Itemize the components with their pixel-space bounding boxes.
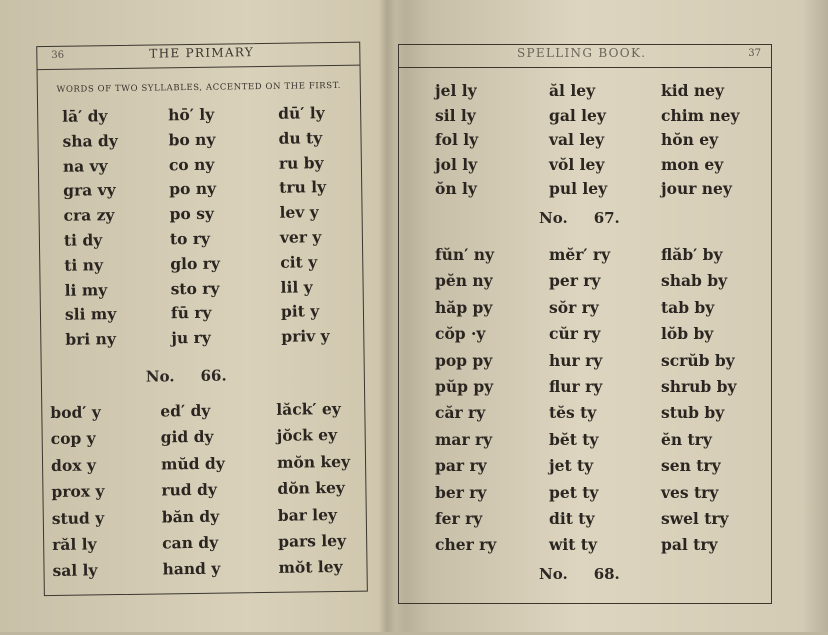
word-cell: ĕn try <box>661 429 712 449</box>
word-cell: kid ney <box>661 81 724 100</box>
word-cell: sha dy <box>62 130 118 151</box>
word-row <box>44 557 366 585</box>
word-row <box>42 399 364 427</box>
section-label: No. <box>145 367 175 386</box>
word-cell: po ny <box>169 179 217 199</box>
page-edge-shadow <box>802 0 828 632</box>
word-row <box>399 483 771 507</box>
word-row <box>40 276 362 304</box>
word-cell: po sy <box>169 203 215 224</box>
word-row <box>41 301 363 329</box>
word-row <box>399 271 771 295</box>
word-cell: bri ny <box>65 329 117 349</box>
word-cell: cher ry <box>435 535 497 555</box>
word-cell: dit ty <box>549 509 595 528</box>
word-row <box>39 177 361 205</box>
right-page-frame <box>398 44 772 604</box>
word-row <box>399 106 771 130</box>
word-cell: hand y <box>162 559 221 579</box>
word-cell: li my <box>64 279 108 300</box>
word-cell: wit ty <box>549 535 597 555</box>
word-cell: dŏn key <box>277 478 345 499</box>
word-cell: sŏr ry <box>549 297 599 317</box>
word-cell: lil y <box>280 276 313 297</box>
word-cell: mon ey <box>661 154 724 174</box>
right-section-heading-67 <box>539 209 620 227</box>
word-cell: cŭr ry <box>549 324 601 344</box>
word-cell: lev y <box>279 202 319 222</box>
word-cell: căr ry <box>435 403 486 423</box>
word-cell: can dy <box>162 532 219 553</box>
word-cell: shrub by <box>661 377 737 396</box>
word-cell: sil ly <box>435 105 476 125</box>
word-cell: băn dy <box>161 506 220 527</box>
word-row <box>399 456 771 480</box>
word-cell: bĕt ty <box>549 429 599 449</box>
word-cell: pet ty <box>549 482 599 502</box>
right-section-heading-68 <box>539 565 620 583</box>
word-cell: cop y <box>50 428 96 449</box>
word-row <box>38 103 360 131</box>
word-cell: ver y <box>279 227 322 247</box>
word-cell: fū ry <box>170 303 212 323</box>
word-cell: sen try <box>661 456 721 476</box>
word-cell: chim ney <box>661 105 740 125</box>
word-cell: hō′ ly <box>168 104 215 125</box>
word-cell: tĕs ty <box>549 403 597 423</box>
word-row <box>40 251 362 279</box>
left-page <box>0 0 389 635</box>
left-page-number: 36 <box>51 49 65 61</box>
word-cell: fer ry <box>435 509 483 528</box>
word-cell: hăp py <box>435 297 493 317</box>
word-cell: pal try <box>661 535 718 555</box>
word-cell: scrŭb by <box>661 350 735 370</box>
section-number: 68. <box>593 565 620 583</box>
word-cell: dū′ ly <box>278 103 325 123</box>
left-running-head: THE PRIMARY <box>149 45 255 61</box>
word-cell: ti ny <box>64 255 104 275</box>
word-cell: mŭd dy <box>160 453 225 474</box>
word-cell: ŏn ly <box>435 179 477 199</box>
word-cell: ru by <box>278 152 324 173</box>
word-cell: tab by <box>661 297 715 317</box>
word-row <box>399 130 771 154</box>
word-cell: flur ry <box>549 377 603 396</box>
section-number: 66. <box>200 366 227 385</box>
word-cell: pĕn ny <box>435 271 493 291</box>
word-cell: jŏck ey <box>276 425 338 446</box>
right-head-rule <box>399 67 771 68</box>
word-cell: cŏp ·y <box>435 324 486 344</box>
word-cell: co ny <box>168 154 215 174</box>
word-cell: prox y <box>51 481 105 502</box>
word-cell: sal ly <box>52 560 98 581</box>
word-cell: ber ry <box>435 482 487 502</box>
word-cell: pars ley <box>278 530 347 551</box>
right-page <box>392 0 828 632</box>
word-cell: par ry <box>435 456 487 476</box>
word-cell: du ty <box>278 127 323 148</box>
word-row <box>399 430 771 454</box>
word-cell: val ley <box>549 130 605 150</box>
word-cell: gal ley <box>549 105 606 125</box>
word-row <box>44 504 366 532</box>
word-row <box>38 127 360 155</box>
word-cell: priv y <box>281 326 330 346</box>
word-cell: bo ny <box>168 129 216 150</box>
word-cell: mar ry <box>435 429 493 449</box>
right-page-number: 37 <box>748 48 761 59</box>
word-cell: shab by <box>661 271 728 291</box>
word-cell: bod′ y <box>50 402 101 422</box>
word-cell: dox y <box>50 455 97 475</box>
left-section-heading <box>146 367 227 386</box>
word-cell: gra vy <box>63 180 116 201</box>
word-row <box>41 326 363 354</box>
word-cell: ves try <box>661 482 719 502</box>
word-cell: lăck′ ey <box>276 398 341 419</box>
word-cell: lŏb by <box>661 324 714 344</box>
word-cell: gid dy <box>160 427 214 447</box>
word-cell: stub by <box>661 403 725 423</box>
word-cell: mŏn key <box>276 451 351 472</box>
word-row <box>44 531 366 559</box>
word-cell: to ry <box>169 228 211 249</box>
word-cell: hur ry <box>549 350 603 370</box>
word-cell: răl ly <box>52 534 97 554</box>
word-cell: lā′ dy <box>62 106 108 126</box>
word-cell: flăb′ by <box>661 245 723 264</box>
word-cell: fŭn′ ny <box>435 245 494 264</box>
left-page-frame <box>36 42 368 596</box>
word-row <box>399 155 771 179</box>
word-cell: fol ly <box>435 130 479 150</box>
word-cell: hŏn ey <box>661 130 719 150</box>
word-cell: jet ty <box>549 456 594 476</box>
word-cell: ti dy <box>63 230 103 250</box>
word-cell: tru ly <box>279 177 327 198</box>
word-row <box>40 227 362 255</box>
word-row <box>399 351 771 375</box>
left-subheading: WORDS OF TWO SYLLABLES, ACCENTED ON THE FIRST. <box>56 80 342 95</box>
word-row <box>39 202 361 230</box>
word-cell: ju ry <box>171 327 211 348</box>
word-cell: mĕr′ ry <box>549 245 611 264</box>
word-row <box>399 509 771 533</box>
section-label: No. <box>539 209 568 227</box>
word-cell: pop py <box>435 350 493 370</box>
word-cell: mŏt ley <box>278 557 343 578</box>
word-row <box>399 245 771 269</box>
word-cell: bar ley <box>277 504 338 525</box>
word-cell: pit y <box>280 301 320 322</box>
word-cell: jour ney <box>661 179 732 199</box>
word-cell: vŏl ley <box>549 154 605 174</box>
word-cell: cra zy <box>63 205 115 225</box>
word-row <box>399 81 771 105</box>
word-row <box>39 152 361 180</box>
word-cell: stud y <box>51 507 105 528</box>
word-row <box>43 425 365 453</box>
word-cell: pŭp py <box>435 377 494 396</box>
section-number: 67. <box>593 209 620 227</box>
word-cell: ed′ dy <box>160 400 211 421</box>
word-cell: swel try <box>661 509 729 528</box>
word-cell: glo ry <box>170 253 221 274</box>
word-cell: per ry <box>549 271 601 291</box>
word-cell: sli my <box>64 304 117 325</box>
word-row <box>399 377 771 401</box>
word-cell: sto ry <box>170 278 220 298</box>
word-row <box>43 478 365 506</box>
section-label: No. <box>539 565 568 583</box>
word-cell: pul ley <box>549 179 608 199</box>
word-cell: jel ly <box>435 81 477 100</box>
word-cell: jol ly <box>435 154 478 174</box>
word-row <box>399 535 771 559</box>
word-row <box>399 403 771 427</box>
word-row <box>399 324 771 348</box>
word-cell: rud dy <box>161 479 218 500</box>
word-cell: na vy <box>62 155 108 176</box>
word-row <box>43 451 365 479</box>
word-row <box>399 298 771 322</box>
left-head-rule <box>38 65 360 70</box>
word-cell: cit y <box>280 252 318 272</box>
word-row <box>399 179 771 203</box>
word-cell: ăl ley <box>549 81 596 100</box>
right-running-head: SPELLING BOOK. <box>517 46 647 60</box>
